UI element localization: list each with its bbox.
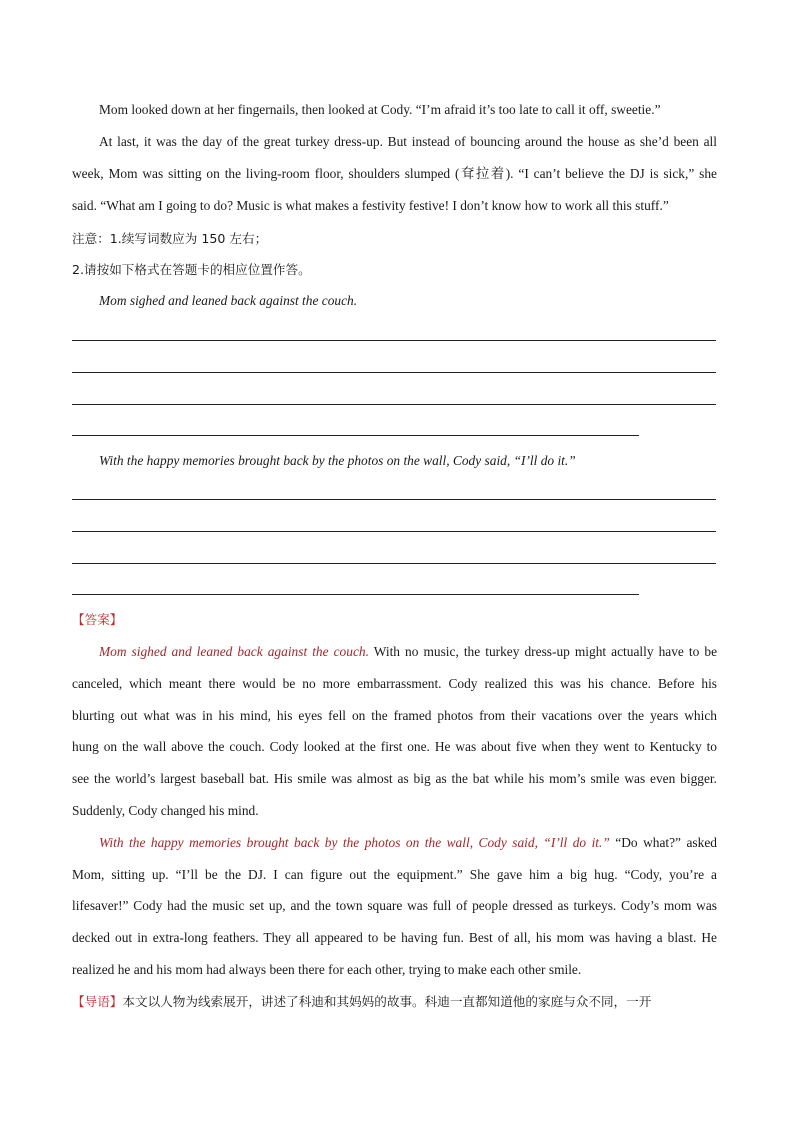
answer-line-9: lifesaver!” Cody had the music set up, and the town square was full of people dressed as turkeys. Cody’s mom was (72, 898, 717, 913)
answer-line-4: hung on the wall above the couch. Cody looked at the first one. He was about five when they went to Kentucky to (72, 739, 717, 754)
writing-line (72, 404, 716, 405)
writing-line (72, 340, 716, 341)
answer-line-5: see the world’s largest baseball bat. His smile was almost as big as the bat while his mom’s smile was even bigger. (72, 771, 717, 786)
answer-line-1 (99, 642, 717, 662)
answer-line-6: Suddenly, Cody changed his mind. (72, 803, 259, 818)
writing-line (72, 531, 716, 532)
writing-line (72, 435, 639, 436)
story-paragraph-1: Mom looked down at her fingernails, then looked at Cody. “I’m afraid it’s too late to call it off, sweetie.” (99, 102, 661, 117)
answer-line-2: canceled, which meant there would be no more embarrassment. Cody realized this was his chance. Before his (72, 676, 717, 691)
guide-line (72, 992, 717, 1012)
answer-line-7 (99, 833, 717, 853)
note-word-count: 注意：1.续写词数应为 150 左右； (72, 231, 268, 246)
guide-text: 本文以人物为线索展开，讲述了科迪和其妈妈的故事。科迪一直都知道他的家庭与众不同，一开 (122, 994, 652, 1009)
answer-prompt-first: Mom sighed and leaned back against the couch. (99, 644, 369, 659)
writing-line (72, 499, 716, 500)
note-format: 2.请按如下格式在答题卡的相应位置作答。 (72, 262, 311, 277)
answer-line-11: realized he and his mom had always been there for each other, trying to make each other smile. (72, 962, 582, 977)
prompt-second-sentence: With the happy memories brought back by the photos on the wall, Cody said, “I’ll do it.” (99, 453, 576, 468)
writing-line (72, 372, 716, 373)
answer-line-8: Mom, sitting up. “I’ll be the DJ. I can figure out the equipment.” She gave him a big hug. “Cody, you’re a (72, 867, 717, 882)
answer-heading-label: 【答案】 (72, 612, 123, 627)
answer-text: “Do what?” asked (615, 835, 717, 850)
story-paragraph-2-line-1: At last, it was the day of the great turkey dress-up. But instead of bouncing around the house as she’d been all (99, 134, 717, 149)
story-paragraph-2-line-2: week, Mom was sitting on the living-room floor, shoulders slumped (耷拉着). “I can’t believe the DJ is sick,” she (72, 166, 717, 181)
story-paragraph-2-line-3: said. “What am I going to do? Music is what makes a festivity festive! I don’t know how to work all this stuff.” (72, 198, 669, 213)
answer-line-3: blurting out what was in his mind, his eyes fell on the framed photos from their vacations over the years which (72, 708, 717, 723)
writing-line (72, 594, 639, 595)
answer-line-10: decked out in extra-long feathers. They all appeared to be having fun. Best of all, his mom was having a blast. He (72, 930, 717, 945)
writing-line (72, 563, 716, 564)
answer-text: With no music, the turkey dress-up might actually have to be (373, 644, 718, 659)
prompt-first-sentence: Mom sighed and leaned back against the couch. (99, 293, 358, 308)
guide-heading: 【导语】 (72, 994, 123, 1009)
answer-heading (72, 610, 717, 630)
answer-prompt-second: With the happy memories brought back by the photos on the wall, Cody said, “I’ll do it.” (99, 835, 610, 850)
